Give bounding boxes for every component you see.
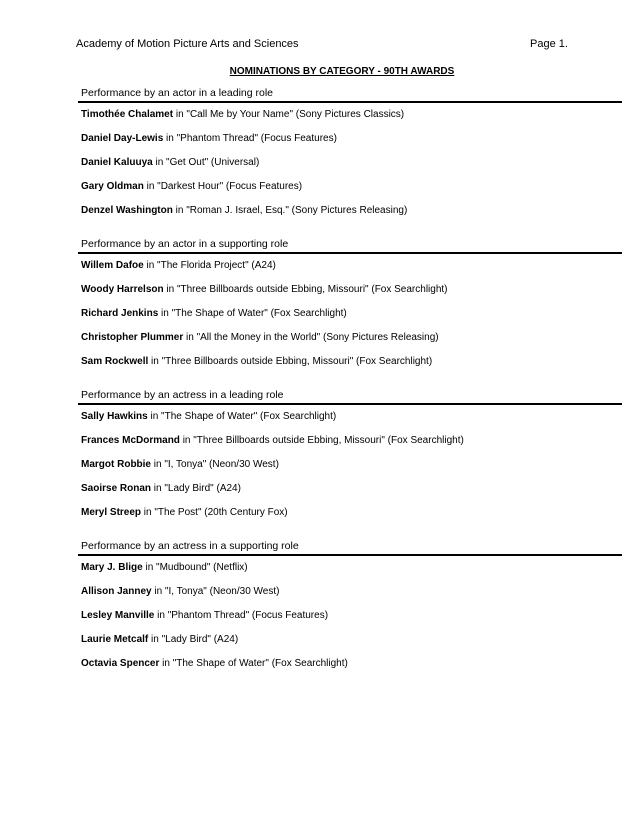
nominee-name: Meryl Streep [81,507,142,518]
nominee-detail: in "The Post" (20th Century Fox) [141,507,288,518]
category-actress-leading [78,388,622,525]
category-actor-supporting [78,237,622,374]
nominee-name: Denzel Washington [81,205,173,216]
nominee-name: Timothée Chalamet [81,109,174,120]
page-number: Page 1. [530,38,568,50]
nominee-row [78,302,622,326]
nominee-name: Sam Rockwell [81,356,149,367]
nominee-name: Woody Harrelson [81,284,164,295]
nominee-row [78,199,622,223]
nominee-row [78,429,622,453]
nominee-row [78,151,622,175]
nominee-detail: in "Lady Bird" (A24) [148,634,239,645]
nominee-name: Daniel Day-Lewis [81,133,164,144]
nominee-row [78,278,622,302]
nominee-row [78,453,622,477]
nominee-row [78,652,622,676]
category-actor-leading [78,86,622,223]
nominee-name: Laurie Metcalf [81,634,149,645]
nominee-name: Christopher Plummer [81,332,184,343]
nominee-name: Octavia Spencer [81,658,160,669]
category-actress-supporting [78,539,622,676]
category-title: Performance by an actress in a supporting role [78,539,622,556]
category-title: Performance by an actor in a leading role [78,86,622,103]
nominee-detail: in "I, Tonya" (Neon/30 West) [151,586,280,597]
category-title: Performance by an actor in a supporting role [78,237,622,254]
nominee-detail: in "I, Tonya" (Neon/30 West) [151,459,279,470]
nominee-name: Daniel Kaluuya [81,157,153,168]
nominee-name: Richard Jenkins [81,308,159,319]
nominee-row [78,628,622,652]
nominee-name: Margot Robbie [81,459,151,470]
nominee-row [78,127,622,151]
nominee-name: Frances McDormand [81,435,180,446]
nominee-name: Mary J. Blige [81,562,143,573]
nominee-name: Willem Dafoe [81,260,144,271]
nominee-detail: in "The Shape of Water" (Fox Searchlight) [158,308,347,319]
nominee-detail: in "Phantom Thread" (Focus Features) [154,610,329,621]
nominee-detail: in "Roman J. Israel, Esq." (Sony Pictures Releasing) [172,205,408,216]
document-title: NOMINATIONS BY CATEGORY - 90TH AWARDS [229,66,455,77]
nominee-detail: in "Mudbound" (Netflix) [142,562,248,573]
nominee-detail: in "Phantom Thread" (Focus Features) [163,133,337,144]
organization-header: Academy of Motion Picture Arts and Sciences [76,38,299,50]
nominee-row [78,580,622,604]
nominee-row [78,175,622,199]
category-title: Performance by an actress in a leading role [78,388,622,405]
nominee-name: Saoirse Ronan [81,483,152,494]
nominee-row [78,103,622,127]
nominee-detail: in "Lady Bird" (A24) [151,483,241,494]
nominee-name: Lesley Manville [81,610,155,621]
nominee-detail: in "All the Money in the World" (Sony Pictures Releasing) [183,332,439,343]
nominee-row [78,477,622,501]
nominee-detail: in "The Shape of Water" (Fox Searchlight) [147,411,337,422]
nominee-row [78,501,622,525]
nominee-name: Gary Oldman [81,181,144,192]
nominee-detail: in "Three Billboards outside Ebbing, Missouri" (Fox Searchlight) [148,356,433,367]
nominee-row [78,326,622,350]
nominee-detail: in "Three Billboards outside Ebbing, Missouri" (Fox Searchlight) [179,435,464,446]
nominee-name: Allison Janney [81,586,152,597]
nominee-detail: in "Darkest Hour" (Focus Features) [143,181,303,192]
nominee-detail: in "The Florida Project" (A24) [143,260,276,271]
nominee-row [78,556,622,580]
nominee-detail: in "The Shape of Water" (Fox Searchlight) [159,658,348,669]
nominee-name: Sally Hawkins [81,411,148,422]
nominee-row [78,350,622,374]
nominee-detail: in "Call Me by Your Name" (Sony Pictures Classics) [173,109,405,120]
nominee-detail: in "Three Billboards outside Ebbing, Missouri" (Fox Searchlight) [163,284,448,295]
nominee-row [78,405,622,429]
nominee-row [78,254,622,278]
nominee-row [78,604,622,628]
nominee-detail: in "Get Out" (Universal) [152,157,260,168]
